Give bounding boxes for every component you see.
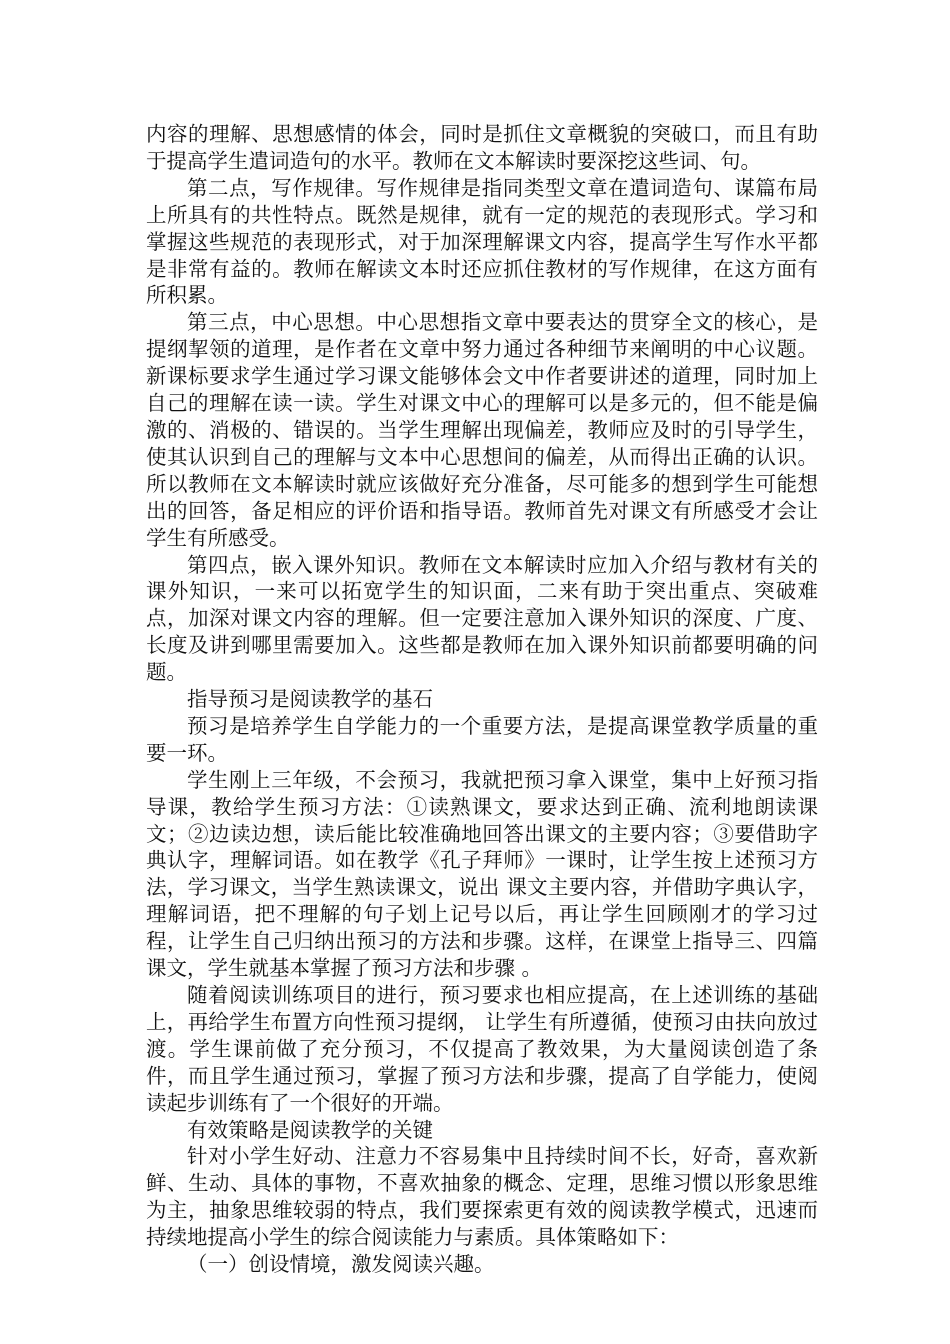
paragraph-writing-rules: 第二点，写作规律。写作规律是指同类型文章在遣词造句、谋篇布局上所具有的共性特点。既然是规律，就有一定的规范的表现形式。学习和掌握这些规范的表现形式，对于加深理解课文内容，提高学生写作水平都是非常有益的。教师在解读文本时还应抓住教材的写作规律，在这方面有所积累。 <box>146 175 818 308</box>
document-body <box>146 121 818 1278</box>
paragraph-preview-guidance: 学生刚上三年级，不会预习，我就把预习拿入课堂，集中上好预习指导课，教给学生预习方法：①读熟课文，要求达到正确、流利地朗读课文；②边读边想，读后能比较准确地回答出课文的主要内容；③要借助字典认字，理解词语。如在教学《孔子拜师》一课时，让学生按上述预习方法，学习课文，当学生熟读课文，说出 课文主要内容，并借助字典认字，理解词语，把不理解的句子划上记号以后，再让学生回顾刚才的学习过程，让学生自己归纳出预习的方法和步骤。这样，在课堂上指导三、四篇课文，学生就基本掌握了预习方法和步骤 。 <box>146 767 818 981</box>
section-heading-preview: 指导预习是阅读教学的基石 <box>187 687 433 712</box>
section-heading-strategy: 有效策略是阅读教学的关键 <box>187 1117 433 1142</box>
paragraph-strategy-intro: 针对小学生好动、注意力不容易集中且持续时间不长，好奇，喜欢新鲜、生动、具体的事物，不喜欢抽象的概念、定理，思维习惯以形象思维为主，抽象思维较弱的特点，我们要探索更有效的阅读教学模式，迅速而持续地提高小学生的综合阅读能力与素质。具体策略如下： <box>146 1144 818 1250</box>
paragraph-preview-progression: 随着阅读训练项目的进行，预习要求也相应提高，在上述训练的基础上，再给学生布置方向性预习提纲， 让学生有所遵循，使预习由扶向放过渡。学生课前做了充分预习，不仅提高了教效果，为大量阅读创造了条件，而且学生通过预习，掌握了预习方法和步骤，提高了自学能力，使阅读起步训练有了一个很好的开端。 <box>146 983 818 1115</box>
list-item-create-context: （一）创设情境，激发阅读兴趣。 <box>187 1252 495 1277</box>
paragraph-central-idea: 第三点，中心思想。中心思想指文章中要表达的贯穿全文的核心，是提纲挈领的道理，是作者在文章中努力通过各种细节来阐明的中心议题。新课标要求学生通过学习课文能够体会文中作者要讲述的道理，同时加上自己的理解在读一读。学生对课文中心的理解可以是多元的，但不能是偏激的、消极的、错误的。当学生理解出现偏差，教师应及时的引导学生，使其认识到自己的理解与文本中心思想间的偏差，从而得出正确的认识。所以教师在文本解读时就应该做好充分准备，尽可能多的想到学生可能想出的回答，备足相应的评价语和指导语。教师首先对课文有所感受才会让学生有所感受。 <box>146 310 818 550</box>
paragraph-extracurricular-knowledge: 第四点，嵌入课外知识。教师在文本解读时应加入介绍与教材有关的课外知识，一来可以拓宽学生的知识面，二来有助于突出重点、突破难点，加深对课文内容的理解。但一定要注意加入课外知识的深度、广度、长度及讲到哪里需要加入。这些都是教师在加入课外知识前都要明确的问题。 <box>146 552 818 685</box>
paragraph-preview-method: 预习是培养学生自学能力的一个重要方法，是提高课堂教学质量的重要一环。 <box>146 713 818 765</box>
paragraph-continuation: 内容的理解、思想感情的体会，同时是抓住文章概貌的突破口，而且有助于提高学生遣词造句的水平。教师在文本解读时要深挖这些词、句。 <box>146 122 818 173</box>
